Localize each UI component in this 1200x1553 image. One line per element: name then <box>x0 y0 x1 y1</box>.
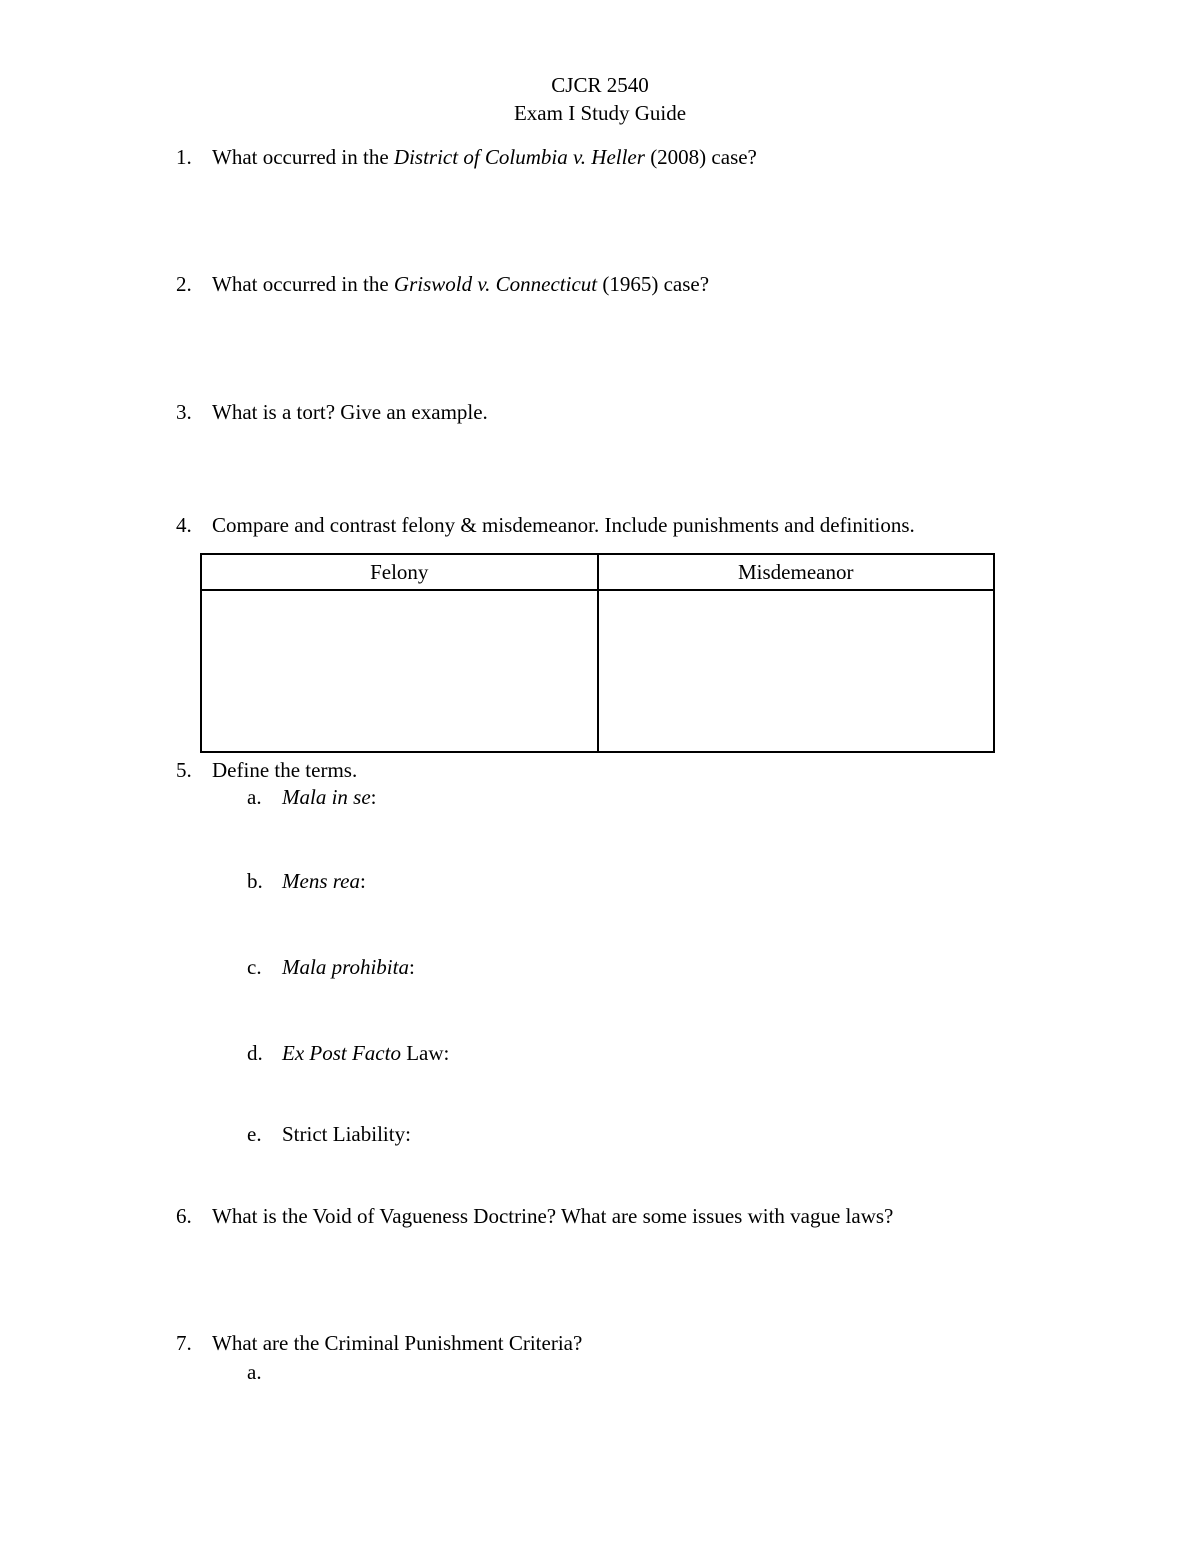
case-name: District of Columbia v. Heller <box>393 145 645 169</box>
term-letter: d. <box>247 1041 263 1065</box>
header-felony: Felony <box>201 554 598 590</box>
page-title: Exam I Study Guide <box>513 101 687 125</box>
question-text: What occurred in the District of Columbia v. Heller (2008) case? <box>212 145 757 169</box>
question-number: 4. <box>176 513 192 537</box>
misdemeanor-answer-cell[interactable] <box>598 590 995 752</box>
question-text: Compare and contrast felony & misdemeanor. Include punishments and definitions. <box>212 513 915 537</box>
term-label: Mala in se: <box>282 785 377 809</box>
question-number: 5. <box>176 758 192 782</box>
question-text: What is a tort? Give an example. <box>212 400 488 424</box>
term-letter: e. <box>247 1122 262 1146</box>
term-label: Mala prohibita: <box>282 955 415 979</box>
question-number: 2. <box>176 272 192 296</box>
felony-misdemeanor-table <box>200 553 995 753</box>
term-letter: b. <box>247 869 263 893</box>
term-label: Mens rea: <box>282 869 366 893</box>
header-misdemeanor: Misdemeanor <box>598 554 995 590</box>
question-text: What are the Criminal Punishment Criteria? <box>212 1331 583 1355</box>
question-text: What is the Void of Vagueness Doctrine? What are some issues with vague laws? <box>212 1204 894 1228</box>
term-letter: a. <box>247 785 262 809</box>
course-code: CJCR 2540 <box>551 73 649 97</box>
table-answer-row <box>201 590 994 752</box>
question-text: What occurred in the Griswold v. Connecticut (1965) case? <box>212 272 710 296</box>
criteria-letter: a. <box>247 1360 262 1384</box>
question-number: 3. <box>176 400 192 424</box>
question-number: 6. <box>176 1204 192 1228</box>
table-header-row <box>201 554 994 590</box>
term-letter: c. <box>247 955 262 979</box>
question-number: 1. <box>176 145 192 169</box>
question-text: Define the terms. <box>212 758 358 782</box>
term-label: Ex Post Facto Law: <box>282 1041 450 1065</box>
felony-answer-cell[interactable] <box>201 590 598 752</box>
question-number: 7. <box>176 1331 192 1355</box>
term-label: Strict Liability: <box>282 1122 411 1146</box>
case-name: Griswold v. Connecticut <box>393 272 598 296</box>
